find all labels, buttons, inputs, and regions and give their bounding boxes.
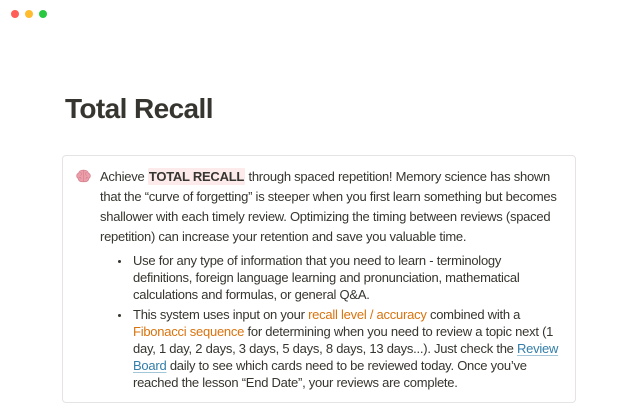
brain-emoji-icon[interactable] xyxy=(75,168,92,185)
minimize-button[interactable] xyxy=(25,10,33,18)
bullet-list xyxy=(100,252,561,391)
bullet-text: This system uses input on your xyxy=(133,307,309,322)
highlighted-text: TOTAL RECALL xyxy=(148,169,245,184)
close-button[interactable] xyxy=(11,10,19,18)
expand-button[interactable] xyxy=(39,10,47,18)
orange-text: Fibonacci sequence xyxy=(133,324,245,339)
list-item xyxy=(131,306,561,391)
page-title: Total Recall xyxy=(65,93,213,124)
review-board-link[interactable]: Review Board xyxy=(133,341,559,373)
bullet-text: daily to see which cards need to be reviewed today. Once you’ve reached the lesson “End Date”, your reviews are complete. xyxy=(133,358,527,390)
callout-block xyxy=(62,155,576,403)
callout-content xyxy=(100,167,561,394)
bullet-text: Use for any type of information that you need to learn - terminology definitions, foreign language learning and pronunciation, mathematical calculations and formulas, or general Q&A. xyxy=(133,253,520,302)
bullet-text: for determining when you need to review a topic next (1 day, 1 day, 2 days, 3 days, 5 days, 8 days, 13 days...). Just check the xyxy=(133,324,554,356)
paragraph-text: Achieve xyxy=(100,169,148,184)
window-controls xyxy=(11,10,47,18)
orange-text: recall level / accuracy xyxy=(308,307,427,322)
callout-paragraph xyxy=(100,167,561,247)
bullet-text: combined with a xyxy=(426,307,521,322)
list-item xyxy=(131,252,561,303)
paragraph-text: through spaced repetition! Memory science has shown that the “curve of forgetting” is steeper when you first learn something but becomes shallower with each timely review. Optimizing the timing between reviews (spaced repetition) can increase your retention and save you valuable time. xyxy=(100,169,557,244)
